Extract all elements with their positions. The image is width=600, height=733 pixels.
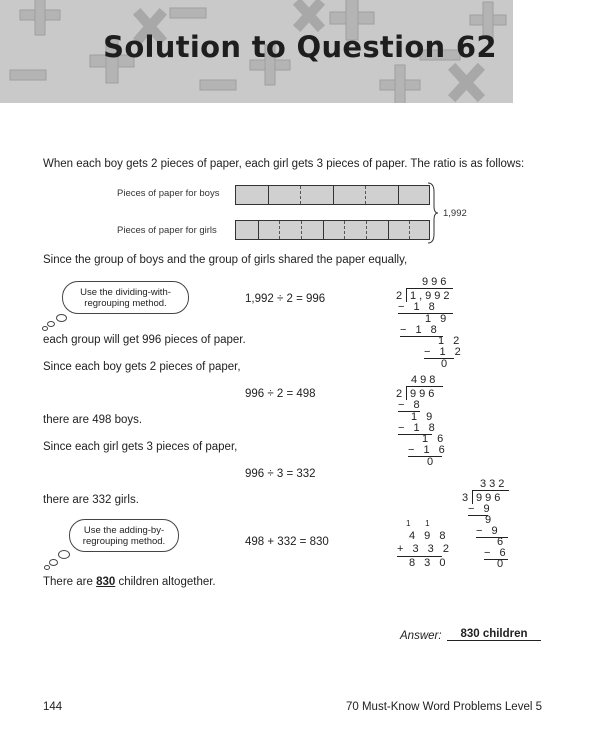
intro-text: When each boy gets 2 pieces of paper, each girl gets 3 pieces of paper. The ratio is as follows: xyxy=(43,158,525,170)
since-girl-text: Since each girl gets 3 pieces of paper, xyxy=(43,441,238,453)
final-value: 830 xyxy=(96,576,116,588)
girls-bar-label: Pieces of paper for girls xyxy=(117,225,217,236)
equation-4: 498 + 332 = 830 xyxy=(245,536,329,548)
girls-result-text: there are 332 girls. xyxy=(43,494,139,506)
equation-2: 996 ÷ 2 = 498 xyxy=(245,388,316,400)
equation-3: 996 ÷ 3 = 332 xyxy=(245,468,316,480)
boys-bar-label: Pieces of paper for boys xyxy=(117,188,220,199)
total-value: 1,992 xyxy=(443,208,467,219)
answer-value: 830 children xyxy=(447,628,541,641)
thought-bubble-divide: Use the dividing-with- regrouping method. xyxy=(62,281,189,314)
total-brace xyxy=(425,182,445,244)
final-text: There are 830 children altogether. xyxy=(43,576,216,588)
equation-1: 1,992 ÷ 2 = 996 xyxy=(245,293,326,305)
page-title: Solution to Question 62 xyxy=(103,30,497,64)
each-group-text: each group will get 996 pieces of paper. xyxy=(43,334,246,346)
since-boy-text: Since each boy gets 2 pieces of paper, xyxy=(43,361,241,373)
thought-bubble-add: Use the adding-by- regrouping method. xyxy=(69,519,179,552)
answer-label: Answer: xyxy=(400,630,442,642)
book-title: 70 Must-Know Word Problems Level 5 xyxy=(345,701,542,713)
girls-bar xyxy=(235,220,430,240)
shared-text: Since the group of boys and the group of girls shared the paper equally, xyxy=(43,254,408,266)
boys-bar xyxy=(235,185,430,205)
header-banner xyxy=(0,0,513,103)
page-number: 144 xyxy=(43,701,63,713)
boys-result-text: there are 498 boys. xyxy=(43,414,143,426)
